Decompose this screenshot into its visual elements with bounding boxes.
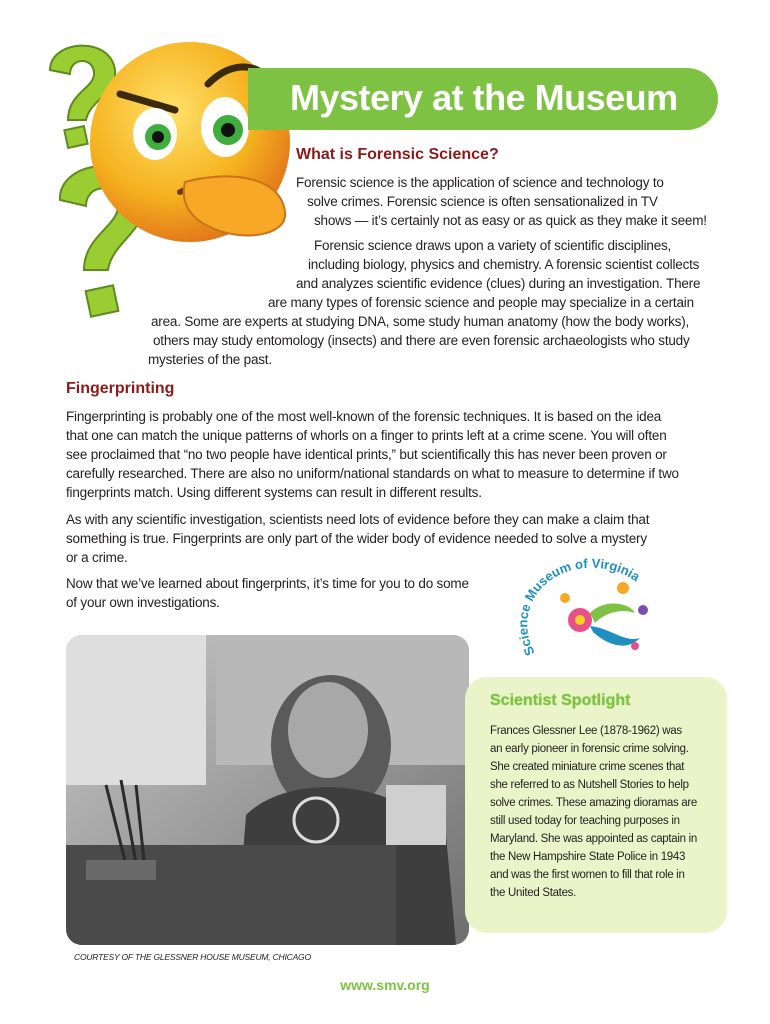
footer-website-link[interactable]: www.smv.org: [340, 977, 430, 993]
intro-line: Forensic science is the application of science and technology to: [296, 175, 664, 190]
intro-line: shows — it’s certainly not as easy or as quick as they make it seem!: [314, 213, 707, 228]
spotlight-line: the New Hampshire State Police in 1943: [490, 851, 686, 863]
spotlight-line: still used today for teaching purposes in: [490, 815, 680, 827]
spotlight-line: the United States.: [490, 887, 577, 899]
intro-line: mysteries of the past.: [148, 352, 272, 367]
spotlight-line: and was the first women to fill that role in: [490, 869, 685, 881]
fingerprinting-line: As with any scientific investigation, scientists need lots of evidence before they can make a claim that: [66, 512, 650, 527]
fingerprinting-line: or a crime.: [66, 550, 128, 565]
intro-line: Forensic science draws upon a variety of scientific disciplines,: [314, 238, 672, 253]
intro-line: and analyzes scientific evidence (clues) during an investigation. There: [296, 276, 701, 291]
spotlight-line: She created miniature crime scenes that: [490, 761, 685, 773]
science-museum-logo: [505, 558, 670, 668]
intro-line: are many types of forensic science and people may specialize in a certain: [268, 295, 694, 310]
fingerprinting-heading: Fingerprinting: [66, 380, 175, 397]
photo-credit: COURTESY OF THE GLESSNER HOUSE MUSEUM, CHICAGO: [74, 952, 311, 962]
thinking-emoji-icon: [80, 32, 300, 252]
spotlight-heading: Scientist Spotlight: [490, 692, 631, 709]
intro-line: including biology, physics and chemistry. A forensic scientist collects: [308, 257, 700, 272]
spotlight-line: Maryland. She was appointed as captain in: [490, 833, 697, 845]
fingerprinting-line: that one can match the unique patterns of whorls on a finger to prints left at a crime scene. You will often: [66, 428, 667, 443]
fingerprinting-line: of your own investigations.: [66, 595, 220, 610]
fingerprinting-line: fingerprints match. Using different systems can result in different results.: [66, 485, 482, 500]
fingerprinting-line: something is true. Fingerprints are only part of the wider body of evidence needed to solve a mystery: [66, 531, 647, 546]
spotlight-line: an early pioneer in forensic crime solving.: [490, 743, 689, 755]
page-title: Mystery at the Museum: [290, 77, 678, 118]
spotlight-line: Frances Glessner Lee (1878-1962) was: [490, 725, 682, 737]
fingerprinting-line: Fingerprinting is probably one of the most well-known of the forensic techniques. It is based on the idea: [66, 409, 662, 424]
logo-text: Science Museum of Virginia: [515, 558, 643, 659]
intro-heading: What is Forensic Science?: [296, 146, 499, 163]
historical-photo: [66, 635, 469, 945]
fingerprinting-line: Now that we’ve learned about fingerprints, it’s time for you to do some: [66, 576, 469, 591]
intro-line: area. Some are experts at studying DNA, some study human anatomy (how the body works),: [151, 314, 690, 329]
intro-line: others may study entomology (insects) and there are even forensic archaeologists who study: [153, 333, 690, 348]
spotlight-line: she referred to as Nutshell Stories to help: [490, 779, 689, 791]
fingerprinting-line: see proclaimed that “no two people have identical prints,” but scientifically this has never been proven or: [66, 447, 667, 462]
intro-line: solve crimes. Forensic science is often sensationalized in TV: [307, 194, 658, 209]
spotlight-line: solve crimes. These amazing dioramas are: [490, 797, 698, 809]
fingerprinting-line: carefully researched. There are also no uniform/national standards on what to measure to determine if two: [66, 466, 679, 481]
